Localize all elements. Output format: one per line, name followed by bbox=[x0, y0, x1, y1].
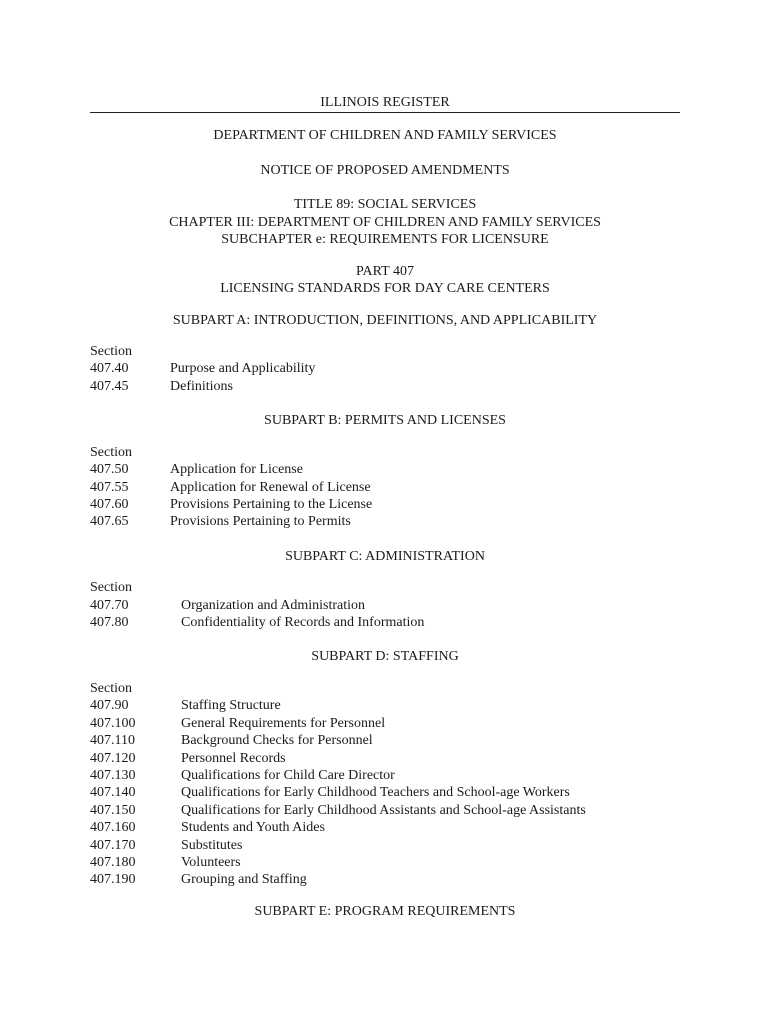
list-item bbox=[90, 597, 680, 614]
section-number: 407.45 bbox=[90, 378, 129, 394]
list-item bbox=[90, 461, 680, 478]
section-label: Section bbox=[90, 580, 132, 596]
section-title: Students and Youth Aides bbox=[181, 820, 325, 836]
list-item bbox=[90, 513, 680, 530]
section-title: Qualifications for Early Childhood Assistants and School-age Assistants bbox=[181, 802, 586, 818]
department-name: DEPARTMENT OF CHILDREN AND FAMILY SERVICES bbox=[213, 128, 557, 143]
list-item bbox=[90, 496, 680, 513]
section-title: Definitions bbox=[170, 378, 233, 394]
register-title: ILLINOIS REGISTER bbox=[320, 95, 450, 110]
subpart-d-heading: SUBPART D: STAFFING bbox=[311, 649, 459, 665]
section-number: 407.180 bbox=[90, 855, 136, 871]
subpart-a-heading: SUBPART A: INTRODUCTION, DEFINITIONS, AND APPLICABILITY bbox=[172, 312, 598, 328]
section-label: Section bbox=[90, 344, 132, 359]
list-item bbox=[90, 802, 680, 819]
section-number: 407.50 bbox=[90, 462, 129, 478]
section-number: 407.150 bbox=[90, 802, 136, 818]
section-number: 407.170 bbox=[90, 837, 136, 853]
title-line: TITLE 89: SOCIAL SERVICES bbox=[293, 197, 477, 212]
section-number: 407.190 bbox=[90, 872, 136, 888]
document-page bbox=[90, 94, 680, 920]
section-number: 407.90 bbox=[90, 698, 129, 714]
section-title: Personnel Records bbox=[181, 750, 286, 766]
subpart-c-sections bbox=[90, 579, 680, 631]
list-item bbox=[90, 360, 680, 377]
subpart-d-sections bbox=[90, 680, 680, 889]
subchapter-line: SUBCHAPTER e: REQUIREMENTS FOR LICENSURE bbox=[221, 232, 549, 247]
subpart-b-heading: SUBPART B: PERMITS AND LICENSES bbox=[264, 413, 506, 429]
section-title: Confidentiality of Records and Information bbox=[181, 615, 425, 631]
section-number: 407.120 bbox=[90, 750, 136, 766]
list-item bbox=[90, 854, 680, 871]
section-title: Background Checks for Personnel bbox=[181, 733, 373, 749]
list-item bbox=[90, 784, 680, 801]
list-item bbox=[90, 767, 680, 784]
chapter-line: CHAPTER III: DEPARTMENT OF CHILDREN AND FAMILY SERVICES bbox=[169, 214, 601, 230]
section-title: Staffing Structure bbox=[181, 698, 281, 714]
section-title: Organization and Administration bbox=[181, 597, 366, 613]
section-number: 407.100 bbox=[90, 715, 136, 731]
section-number: 407.160 bbox=[90, 820, 136, 836]
part-name: LICENSING STANDARDS FOR DAY CARE CENTERS bbox=[220, 281, 550, 296]
section-number: 407.140 bbox=[90, 785, 136, 801]
section-number: 407.110 bbox=[90, 733, 135, 749]
section-title: Qualifications for Child Care Director bbox=[181, 768, 395, 783]
section-label: Section bbox=[90, 444, 132, 460]
section-title: Grouping and Staffing bbox=[181, 872, 307, 888]
subpart-e-heading: SUBPART E: PROGRAM REQUIREMENTS bbox=[254, 903, 516, 919]
section-number: 407.80 bbox=[90, 615, 129, 631]
list-item bbox=[90, 837, 680, 854]
section-title: Provisions Pertaining to Permits bbox=[170, 514, 351, 530]
section-title: Volunteers bbox=[181, 855, 241, 871]
section-number: 407.60 bbox=[90, 496, 129, 512]
section-title: Purpose and Applicability bbox=[170, 361, 316, 377]
section-number: 407.65 bbox=[90, 514, 129, 530]
section-number: 407.40 bbox=[90, 361, 129, 377]
section-title: Application for License bbox=[170, 462, 303, 478]
list-item bbox=[90, 697, 680, 714]
section-label: Section bbox=[90, 680, 132, 696]
list-item bbox=[90, 750, 680, 767]
subpart-b-sections bbox=[90, 444, 680, 531]
subpart-c-heading: SUBPART C: ADMINISTRATION bbox=[285, 548, 485, 564]
list-item bbox=[90, 614, 680, 631]
section-title: Substitutes bbox=[181, 837, 243, 853]
section-title: Application for Renewal of License bbox=[170, 479, 371, 495]
section-number: 407.70 bbox=[90, 597, 129, 613]
part-number: PART 407 bbox=[356, 263, 414, 279]
list-item bbox=[90, 378, 680, 395]
section-number: 407.130 bbox=[90, 768, 136, 783]
section-title: General Requirements for Personnel bbox=[181, 715, 386, 731]
section-title: Provisions Pertaining to the License bbox=[170, 496, 373, 512]
list-item bbox=[90, 715, 680, 732]
list-item bbox=[90, 732, 680, 749]
notice-title: NOTICE OF PROPOSED AMENDMENTS bbox=[260, 162, 510, 178]
section-number: 407.55 bbox=[90, 479, 129, 495]
list-item bbox=[90, 871, 680, 888]
subpart-a-sections bbox=[90, 343, 680, 395]
list-item bbox=[90, 819, 680, 836]
list-item bbox=[90, 479, 680, 496]
section-title: Qualifications for Early Childhood Teachers and School-age Workers bbox=[181, 785, 570, 801]
